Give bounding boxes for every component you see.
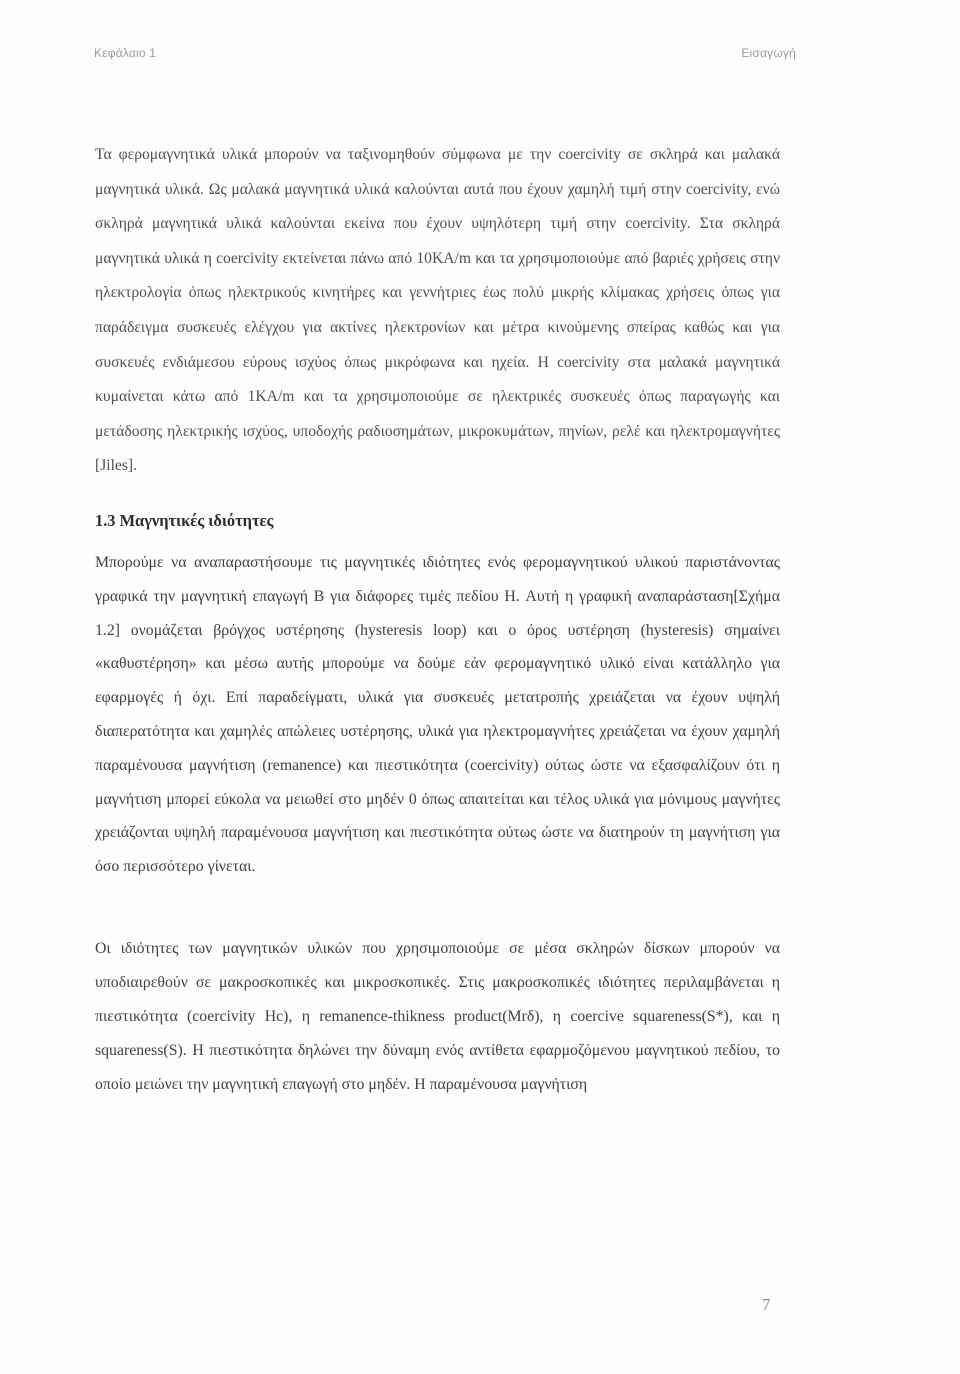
paragraph-disk-media: Οι ιδιότητες των μαγνητικών υλικών που χρησιμοποιούμε σε μέσα σκληρών δίσκων μπορούν να υποδιαιρεθούν σε μακροσκοπικές και μικροσκοπικές. Στις μακροσκοπικές ιδιότητες περιλαμβάνεται η πιεστικότητα (coercivity Hc), η remanence-thikness product(Mrδ), η coercive squareness(S*), και η squareness(S). Η πιεστικότητα δηλώνει την δύναμη ενός αντίθετα εφαρμοζόμενου μαγνητικού πεδίου, το οποίο μειώνει την μαγνητική επαγωγή στο μηδέν. Η παραμένουσα μαγνήτιση — [95, 939, 780, 1093]
page-body — [95, 138, 780, 1102]
paragraph-hysteresis: Μπορούμε να αναπαραστήσουμε τις μαγνητικές ιδιότητες ενός φερομαγνητικού υλικού παριστάνοντας γραφικά την μαγνητική επαγωγή B για διάφορες τιμές πεδίου H. Αυτή η γραφική αναπαράσταση[Σχήμα 1.2] ονομάζεται βρόγχος υστέρησης (hysteresis loop) και ο όρος υστέρηση (hysteresis) σημαίνει «καθυστέρηση» και μέσω αυτής μπορούμε να δούμε εάν φερομαγνητικό υλικό είναι κατάλληλο για εφαρμογές ή όχι. Επί παραδείγματι, υλικά για συσκευές μετατροπής χρειάζεται να έχουν υψηλή διαπερατότητα και χαμηλές απώλειες υστέρησης, υλικά για ηλεκτρομαγνήτες χρειάζεται να έχουν χαμηλή παραμένουσα μαγνήτιση (remanence) και πιεστικότητα (coercivity) ούτως ώστε να εξασφαλίζουν ότι η μαγνήτιση μπορεί εύκολα να μειωθεί στο μηδέν 0 όπως απαιτείται και τέλος υλικά για μόνιμους μαγνήτες χρειάζονται υψηλή παραμένουσα μαγνήτιση και πιεστικότητα ούτως ώστε να διατηρούν τη μαγνήτιση για όσο περισσότερο γίνεται. — [95, 553, 780, 876]
paragraph-coercivity-classification: Τα φερομαγνητικά υλικά μπορούν να ταξινομηθούν σύμφωνα με την coercivity σε σκληρά και μαλακά μαγνητικά υλικά. Ως μαλακά μαγνητικά υλικά καλούνται αυτά που έχουν χαμηλή τιμή στην coercivity, ενώ σκληρά μαγνητικά υλικά καλούνται εκείνα που έχουν υψηλότερη τιμή στην coercivity. Στα σκληρά μαγνητικά υλικά η coercivity εκτείνεται πάνω από 10KA/m και τα χρησιμοποιούμε από βαριές χρήσεις στην ηλεκτρολογία όπως ηλεκτρικούς κινητήρες και γεννήτριες έως πολύ μικρής κλίμακας χρήσεις όπως για παράδειγμα συσκευές ελέγχου για ακτίνες ηλεκτρονίων και μέτρα κινούμενης σπείρας καθώς και για συσκευές ενδιάμεσου εύρους ισχύος όπως μικρόφωνα και ηχεία. Η coercivity στα μαλακά μαγνητικά κυμαίνεται κάτω από 1KA/m και τα χρησιμοποιούμε σε ηλεκτρικές συσκευές όπως παραγωγής και μετάδοσης ηλεκτρικής ισχύος, υποδοχής ραδιοσημάτων, μικροκυμάτων, πηνίων, ρελέ και ηλεκτρομαγνήτες [Jiles]. — [95, 146, 780, 475]
paragraph-spacer — [95, 884, 780, 932]
section-label: Εισαγωγή — [741, 46, 796, 60]
chapter-label: Κεφάλαιο 1 — [94, 46, 157, 60]
section-heading: 1.3 Μαγνητικές ιδιότητες — [95, 510, 274, 530]
page-number: 7 — [762, 1295, 771, 1314]
running-header — [94, 46, 796, 60]
